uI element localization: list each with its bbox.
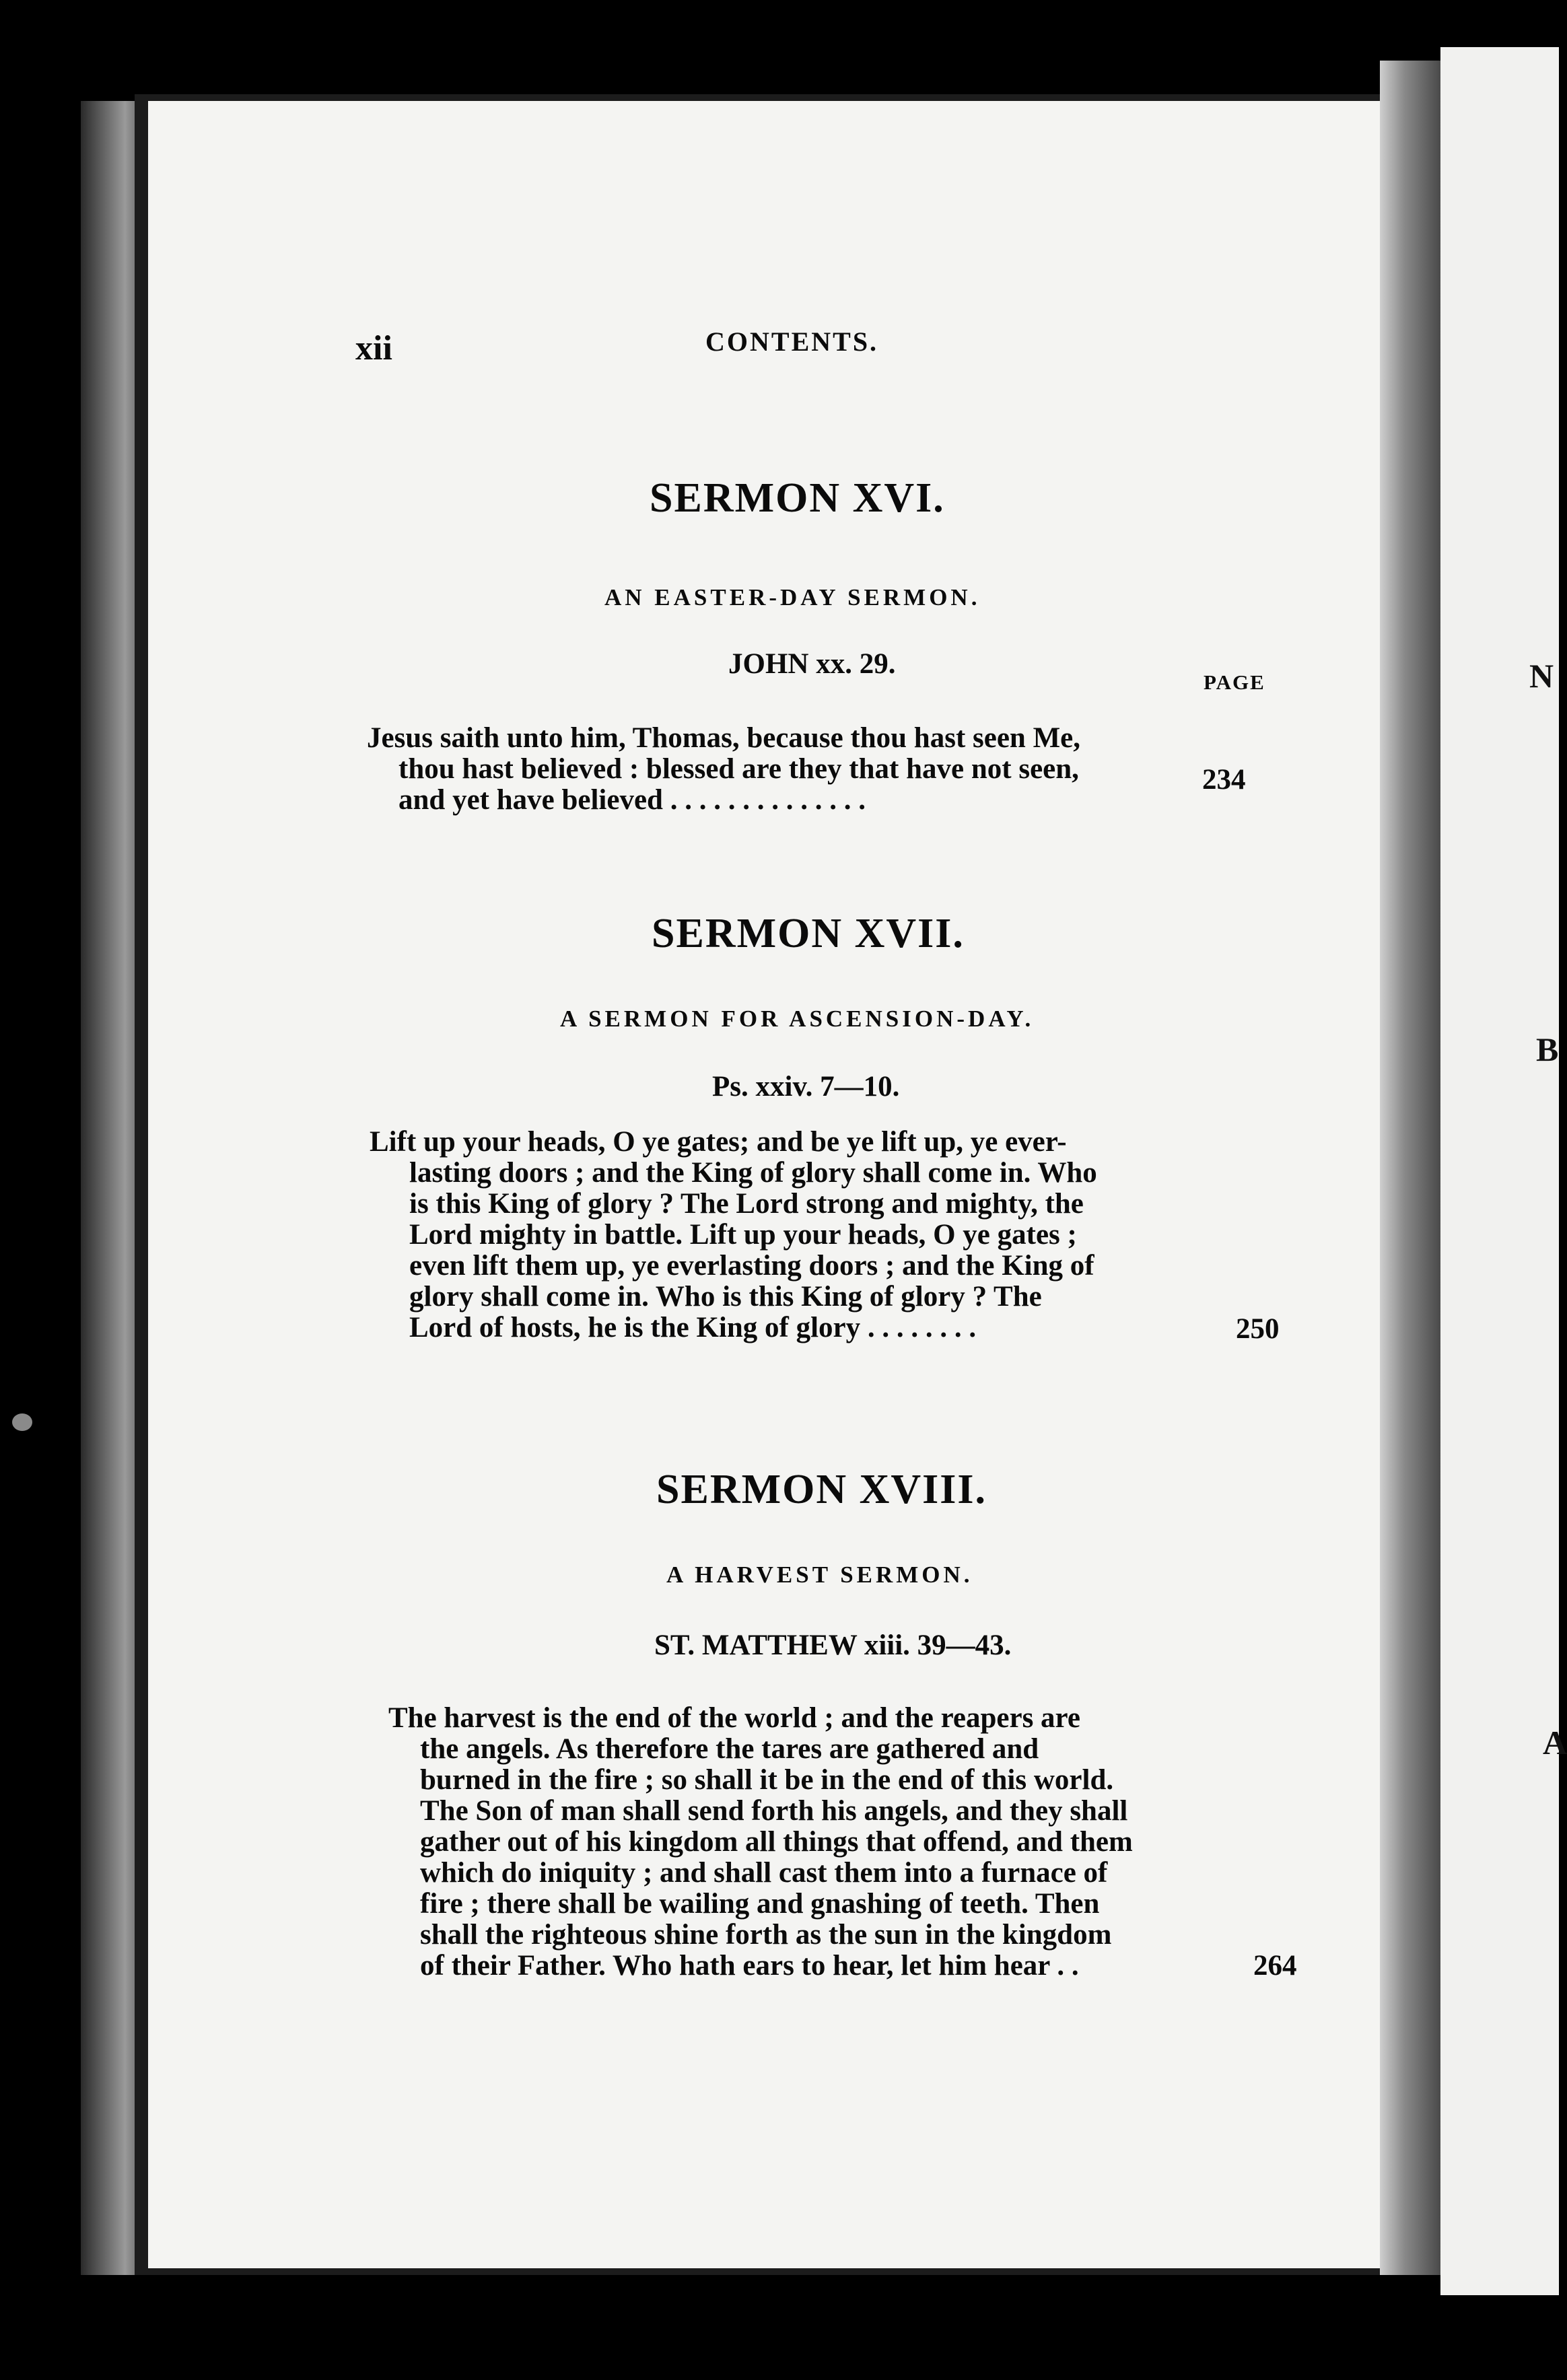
scripture-text-line: even lift them up, ye everlasting doors ; and the King of xyxy=(409,1250,1094,1282)
scripture-text-line: gather out of his kingdom all things that offend, and them xyxy=(420,1826,1133,1858)
scripture-text-line: Jesus saith unto him, Thomas, because thou hast seen Me, xyxy=(367,722,1081,754)
running-head: CONTENTS. xyxy=(705,326,879,357)
sermon-subtitle: A HARVEST SERMON. xyxy=(666,1562,973,1588)
page-column-label: PAGE xyxy=(1204,670,1265,694)
scripture-text-line: The harvest is the end of the world ; and the reapers are xyxy=(388,1702,1080,1734)
scripture-text-line: of their Father. Who hath ears to hear, let him hear . . xyxy=(420,1950,1079,1982)
scripture-text-line: lasting doors ; and the King of glory shall come in. Who xyxy=(409,1157,1097,1189)
facing-page-letter: A xyxy=(1543,1724,1567,1761)
scripture-text-line: shall the righteous shine forth as the sun in the kingdom xyxy=(420,1919,1112,1951)
scripture-text-line: glory shall come in. Who is this King of glory ? The xyxy=(409,1281,1042,1312)
scripture-text-line: Lord mighty in battle. Lift up your heads, O ye gates ; xyxy=(409,1219,1077,1251)
scripture-text-line: thou hast believed : blessed are they that have not seen, xyxy=(398,753,1079,785)
sermon-title: SERMON XVIII. xyxy=(656,1467,987,1512)
sermon-subtitle: AN EASTER-DAY SERMON. xyxy=(604,584,981,610)
sermon-title: SERMON XVII. xyxy=(652,911,965,956)
scripture-text-line: the angels. As therefore the tares are gathered and xyxy=(420,1733,1039,1765)
facing-page-letter: N xyxy=(1529,657,1554,695)
scan-speck xyxy=(12,1413,32,1431)
facing-page-edge xyxy=(1440,47,1559,2295)
page-reference: 264 xyxy=(1253,1950,1297,1982)
scripture-reference: JOHN xx. 29. xyxy=(728,648,896,680)
scripture-text-line: fire ; there shall be wailing and gnashing of teeth. Then xyxy=(420,1888,1100,1920)
scripture-text-line: Lord of hosts, he is the King of glory . . . . . . . . xyxy=(409,1312,977,1343)
scripture-reference: Ps. xxiv. 7—10. xyxy=(712,1071,900,1102)
page-reference: 234 xyxy=(1202,764,1246,796)
page-reference: 250 xyxy=(1236,1313,1280,1345)
scripture-text-line: Lift up your heads, O ye gates; and be ye lift up, ye ever- xyxy=(370,1126,1067,1158)
scripture-text-line: which do iniquity ; and shall cast them into a furnace of xyxy=(420,1857,1108,1889)
scripture-text-line: The Son of man shall send forth his angels, and they shall xyxy=(420,1795,1128,1827)
page-gutter xyxy=(1380,61,1440,2275)
page-number: xii xyxy=(355,329,392,368)
facing-page-letter: B xyxy=(1536,1030,1559,1068)
scripture-reference: ST. MATTHEW xiii. 39—43. xyxy=(654,1630,1012,1661)
scripture-text-line: is this King of glory ? The Lord strong and mighty, the xyxy=(409,1188,1084,1220)
sermon-subtitle: A SERMON FOR ASCENSION-DAY. xyxy=(560,1006,1035,1032)
sermon-title: SERMON XVI. xyxy=(650,475,945,521)
scripture-text-line: and yet have believed . . . . . . . . . . . . . . xyxy=(398,784,866,816)
scripture-text-line: burned in the fire ; so shall it be in the end of this world. xyxy=(420,1764,1114,1796)
